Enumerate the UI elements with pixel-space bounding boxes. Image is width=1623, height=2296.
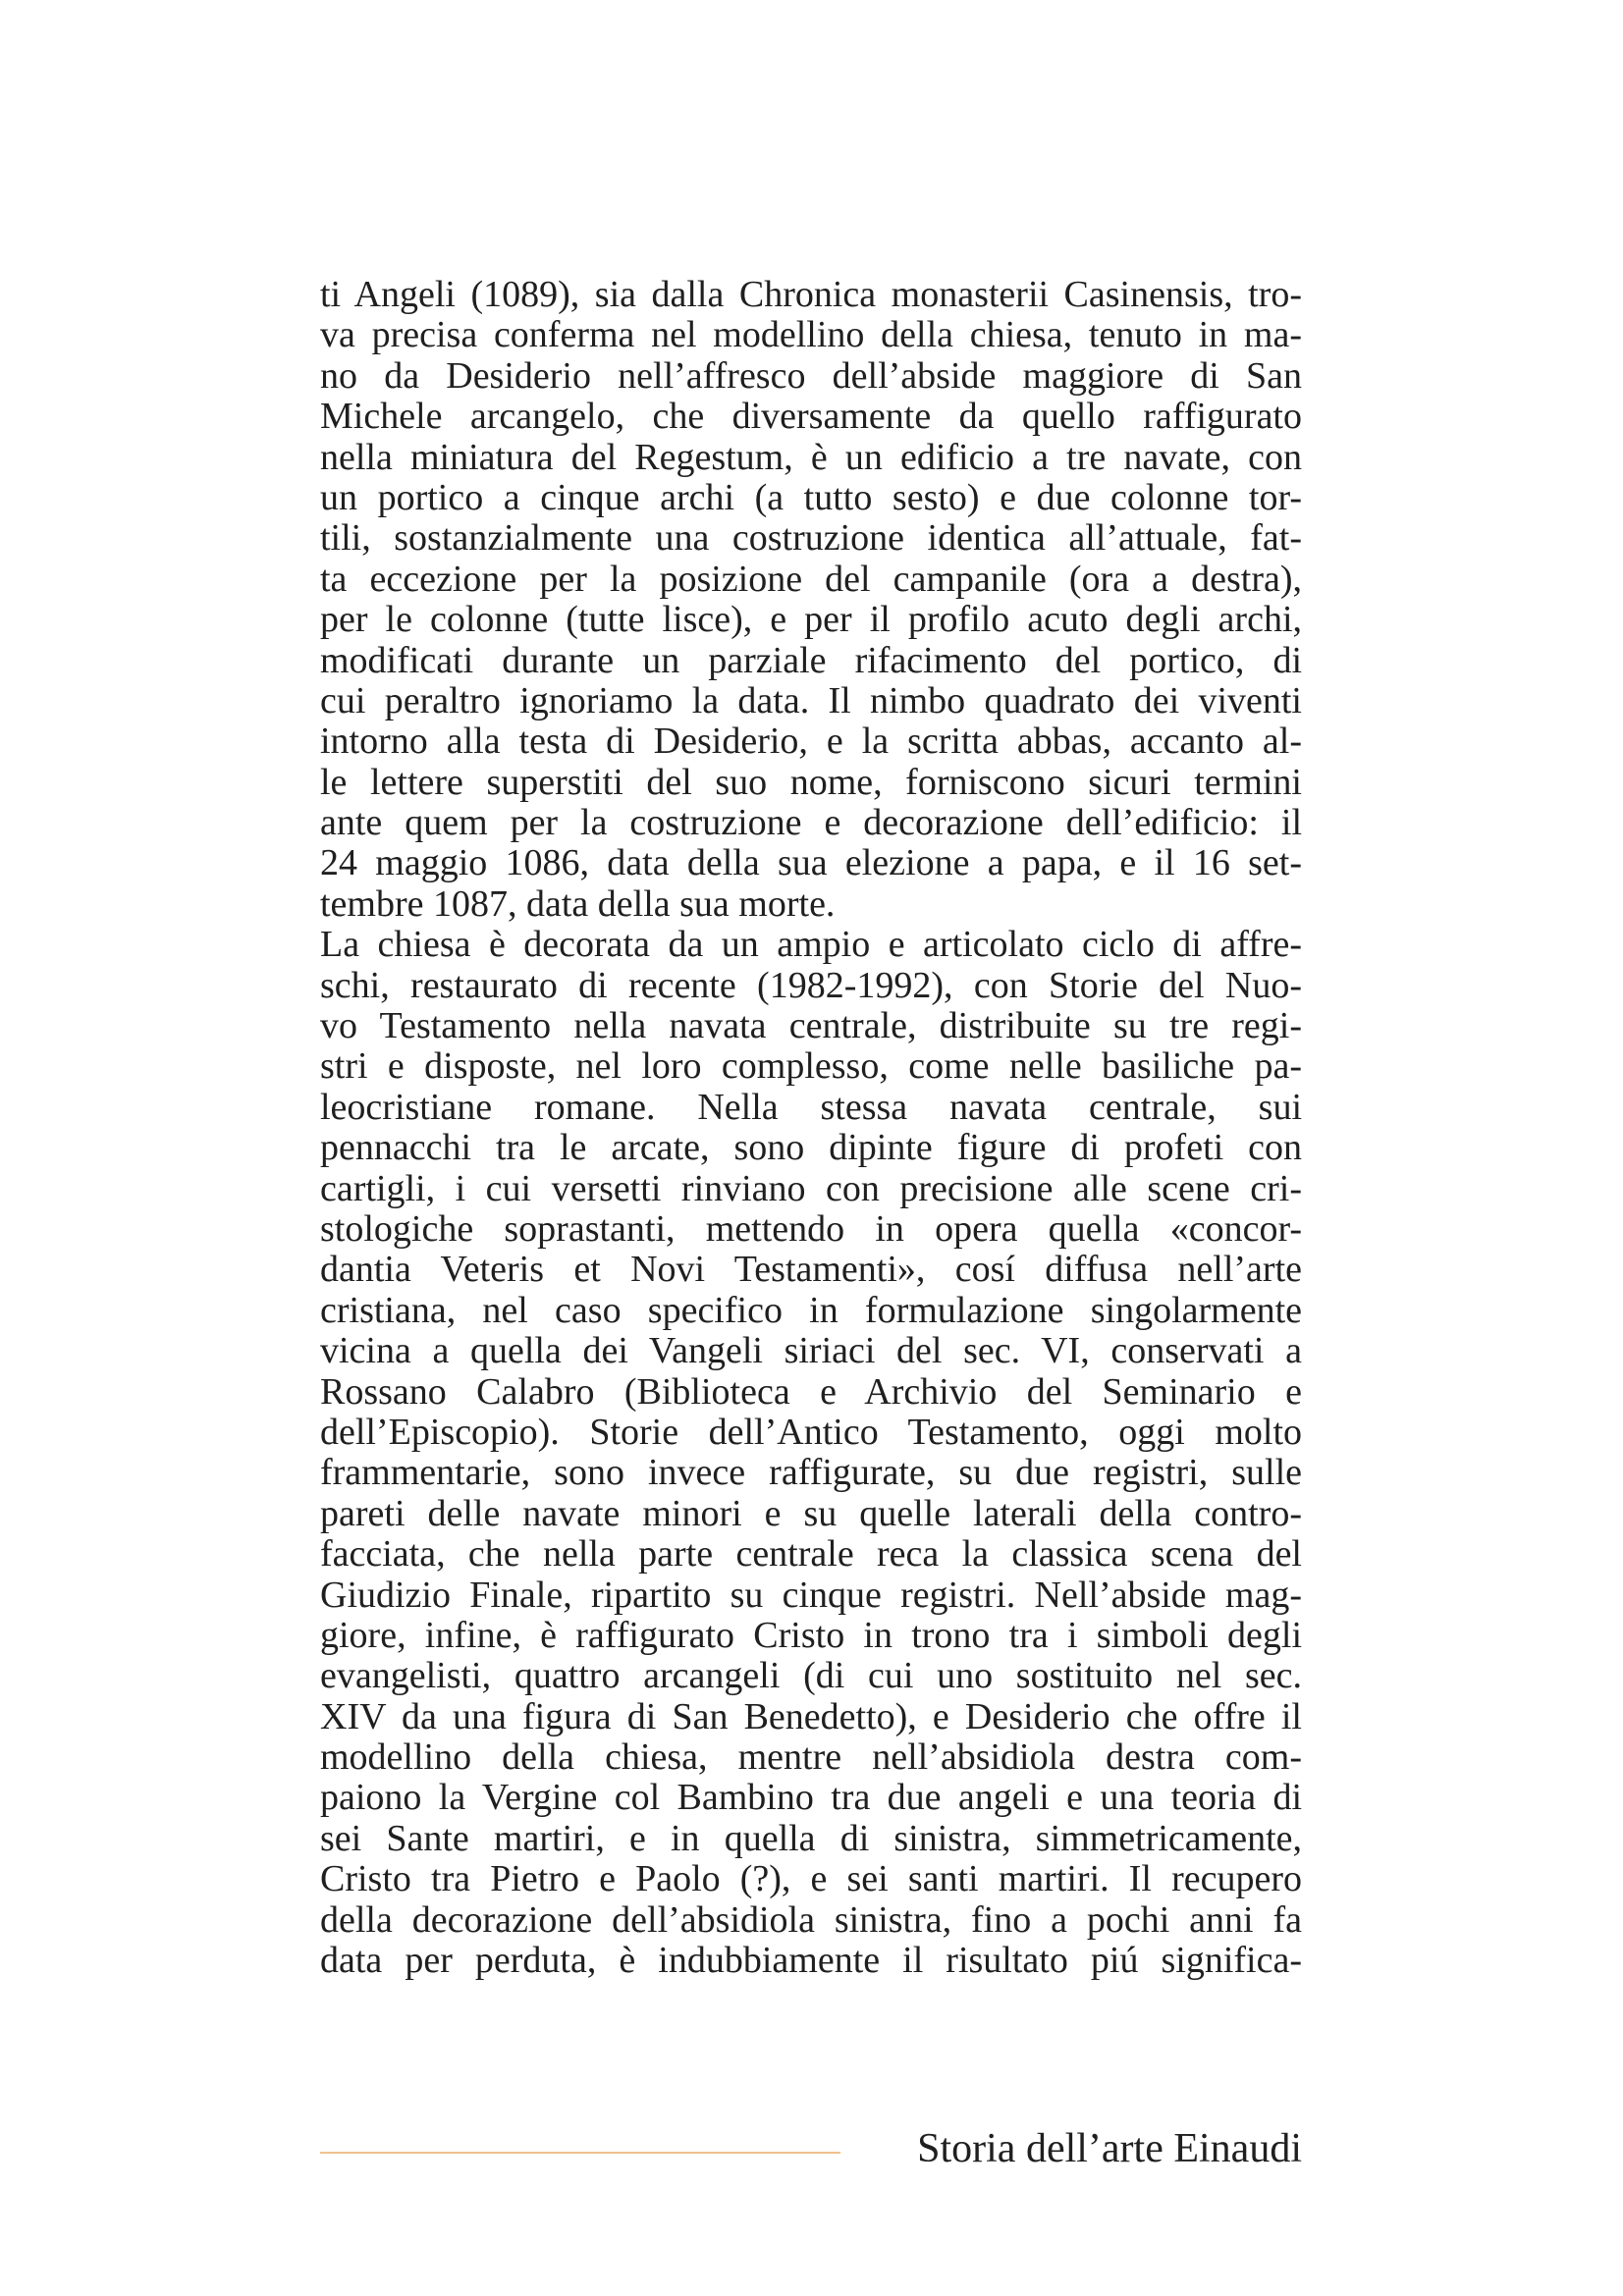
text-line: data per perduta, è indubbiamente il risultato piú significa- (320, 1940, 1302, 1982)
footer-divider (320, 2152, 840, 2154)
text-line: Giudizio Finale, ripartito su cinque registri. Nell’abside mag- (320, 1574, 1302, 1616)
text-line: ta eccezione per la posizione del campanile (ora a destra), (320, 558, 1302, 600)
text-line: evangelisti, quattro arcangeli (di cui uno sostituito nel sec. (320, 1655, 1302, 1697)
text-line: tili, sostanzialmente una costruzione identica all’attuale, fat- (320, 517, 1302, 560)
text-line: schi, restaurato di recente (1982-1992), con Storie del Nuo- (320, 964, 1302, 1006)
text-line: tembre 1087, data della sua morte. (320, 882, 836, 925)
text-line: nella miniatura del Regestum, è un edificio a tre navate, con (320, 436, 1302, 478)
text-line: dell’Episcopio). Storie dell’Antico Testamento, oggi molto (320, 1411, 1302, 1453)
text-line: le lettere superstiti del suo nome, forniscono sicuri termini (320, 761, 1302, 803)
text-line: facciata, che nella parte centrale reca la classica scena del (320, 1533, 1302, 1575)
text-line: pareti delle navate minori e su quelle laterali della contro- (320, 1492, 1302, 1534)
text-line: vicina a quella dei Vangeli siriaci del sec. VI, conservati a (320, 1330, 1302, 1372)
text-line: un portico a cinque archi (a tutto sesto) e due colonne tor- (320, 476, 1302, 518)
text-line: vo Testamento nella navata centrale, distribuite su tre regi- (320, 1005, 1302, 1047)
text-line: cartigli, i cui versetti rinviano con precisione alle scene cri- (320, 1167, 1302, 1209)
text-line: Michele arcangelo, che diversamente da quello raffigurato (320, 396, 1302, 438)
text-line: Rossano Calabro (Biblioteca e Archivio del Seminario e (320, 1370, 1302, 1413)
text-line: va precisa conferma nel modellino della chiesa, tenuto in ma- (320, 314, 1302, 356)
text-line: per le colonne (tutte lisce), e per il profilo acuto degli archi, (320, 599, 1302, 641)
text-line: 24 maggio 1086, data della sua elezione a papa, e il 16 set- (320, 842, 1302, 884)
text-line: sei Sante martiri, e in quella di sinistra, simmetricamente, (320, 1817, 1302, 1859)
text-line: Cristo tra Pietro e Paolo (?), e sei santi martiri. Il recupero (320, 1858, 1302, 1900)
text-line: no da Desiderio nell’affresco dell’abside maggiore di San (320, 354, 1302, 397)
text-line: La chiesa è decorata da un ampio e articolato ciclo di affre- (320, 924, 1302, 966)
text-line: leocristiane romane. Nella stessa navata centrale, sui (320, 1086, 1302, 1128)
text-line: della decorazione dell’absidiola sinistra, fino a pochi anni fa (320, 1898, 1302, 1941)
text-line: stologiche soprastanti, mettendo in opera quella «concor- (320, 1207, 1302, 1250)
text-line: XIV da una figura di San Benedetto), e Desiderio che offre il (320, 1695, 1302, 1737)
text-line: modificati durante un parziale rifacimento del portico, di (320, 639, 1302, 681)
text-line: paiono la Vergine col Bambino tra due angeli e una teoria di (320, 1777, 1302, 1819)
text-line: giore, infine, è raffigurato Cristo in trono tra i simboli degli (320, 1614, 1302, 1656)
text-line: dantia Veteris et Novi Testamenti», cosí diffusa nell’arte (320, 1249, 1302, 1291)
footer-title: Storia dell’arte Einaudi (917, 2126, 1302, 2171)
text-line: cui peraltro ignoriamo la data. Il nimbo quadrato dei viventi (320, 679, 1302, 721)
text-line: frammentarie, sono invece raffigurate, su due registri, sulle (320, 1452, 1302, 1494)
text-line: pennacchi tra le arcate, sono dipinte figure di profeti con (320, 1127, 1302, 1169)
text-line: modellino della chiesa, mentre nell’absidiola destra com- (320, 1736, 1302, 1779)
text-line: cristiana, nel caso specifico in formulazione singolarmente (320, 1289, 1302, 1331)
text-line: ante quem per la costruzione e decorazione dell’edificio: il (320, 802, 1302, 844)
body-text (320, 275, 1302, 1981)
text-line: stri e disposte, nel loro complesso, come nelle basiliche pa- (320, 1045, 1302, 1088)
text-line: intorno alla testa di Desiderio, e la scritta abbas, accanto al- (320, 721, 1302, 763)
text-line: ti Angeli (1089), sia dalla Chronica monasterii Casinensis, tro- (320, 274, 1302, 315)
